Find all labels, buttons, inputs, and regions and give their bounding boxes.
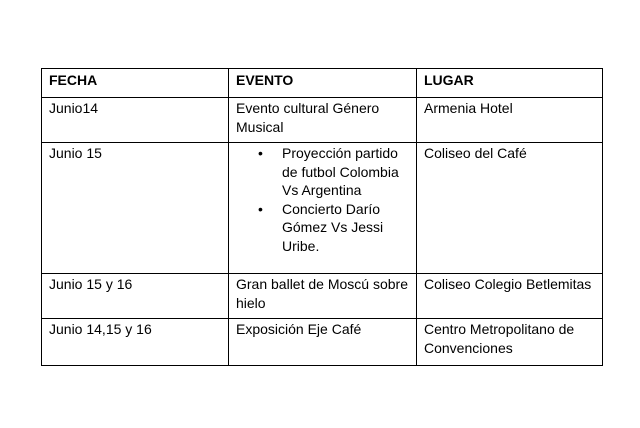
cell-evento: Gran ballet de Moscú sobre hielo [229, 274, 417, 319]
cell-lugar: Coliseo Colegio Betlemitas [417, 274, 603, 319]
cell-fecha: Junio14 [42, 98, 229, 143]
list-item: • Concierto Darío Gómez Vs Jessi Uribe. [282, 200, 409, 256]
header-fecha: FECHA [42, 69, 229, 98]
list-item: • Proyección partido de futbol Colombia Vs Argentina [282, 144, 409, 200]
cell-lugar: Centro Metropolitano de Convenciones [417, 319, 603, 366]
table-row [42, 143, 603, 274]
header-lugar: LUGAR [417, 69, 603, 98]
cell-evento: Exposición Eje Café [229, 319, 417, 366]
cell-fecha: Junio 15 y 16 [42, 274, 229, 319]
cell-evento: Evento cultural Género Musical [229, 98, 417, 143]
cell-evento [229, 143, 417, 274]
cell-fecha: Junio 15 [42, 143, 229, 274]
cell-lugar: Armenia Hotel [417, 98, 603, 143]
table-row [42, 98, 603, 143]
event-bullet-list [236, 144, 409, 255]
table-row [42, 274, 603, 319]
header-row [42, 69, 603, 98]
events-table [41, 68, 603, 366]
cell-lugar: Coliseo del Café [417, 143, 603, 274]
table-row [42, 319, 603, 366]
header-evento: EVENTO [229, 69, 417, 98]
cell-fecha: Junio 14,15 y 16 [42, 319, 229, 366]
